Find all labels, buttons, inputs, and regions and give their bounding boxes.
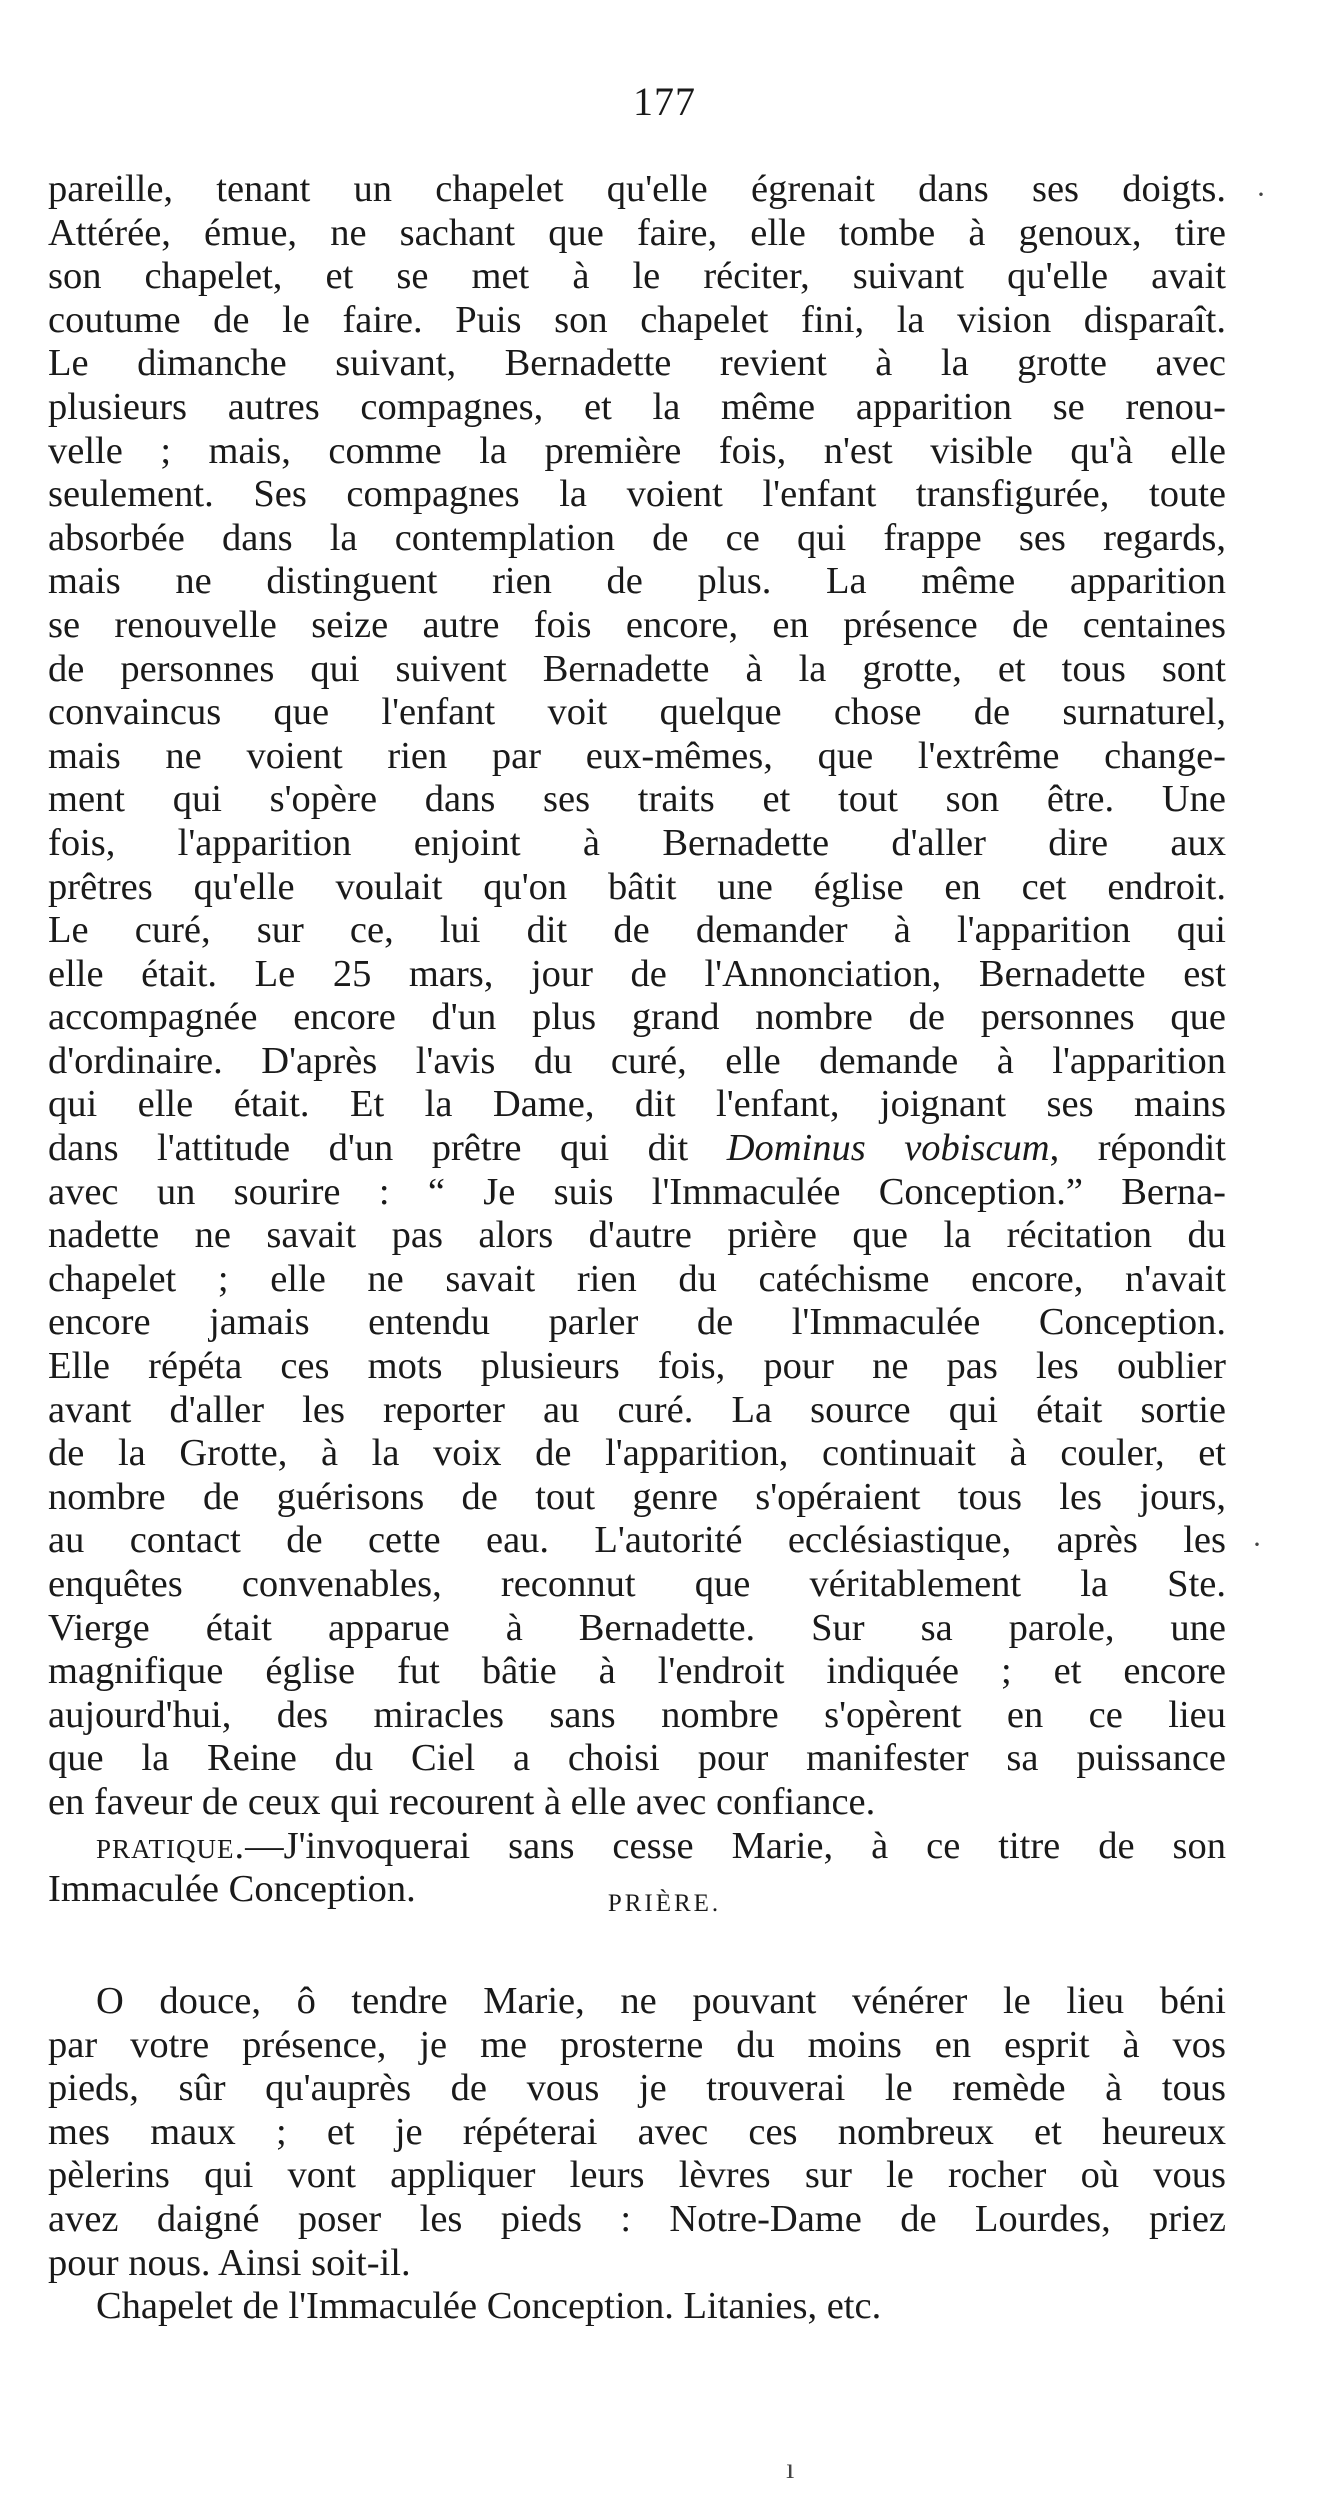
text-line: enquêtes convenables, reconnut que véritablement la Ste.: [48, 1563, 1226, 1605]
text-line: Vierge était apparue à Bernadette. Sur sa parole, une: [48, 1606, 1226, 1649]
prayer-text: [48, 1980, 1226, 2329]
text-line: son chapelet, et se met à le réciter, suivant qu'elle avait: [48, 255, 1226, 298]
text-line: convaincus que l'enfant voit quelque chose de surnaturel,: [48, 691, 1226, 734]
pratique-line: [48, 1825, 1226, 1869]
margin-speck: ·: [1256, 178, 1266, 211]
text-line: encore jamais entendu parler de l'Immaculée Conception.: [48, 1301, 1226, 1344]
text-line: nadette ne savait pas alors d'autre prière que la récitation du: [48, 1214, 1226, 1257]
text-line: elle était. Le 25 mars, jour de l'Annonciation, Bernadette est: [48, 952, 1226, 995]
text-line: chapelet ; elle ne savait rien du catéchisme encore, n'avait: [48, 1257, 1226, 1300]
latin-phrase: Dominus vobiscum: [726, 1127, 1050, 1170]
text-line: pareille, tenant un chapelet qu'elle égrenait dans ses doigts.: [48, 168, 1226, 210]
text-line: que la Reine du Ciel a choisi pour manifester sa puissance: [48, 1737, 1226, 1780]
prayer-line: mes maux ; et je répéterai avec ces nombreux et heureux: [48, 2110, 1226, 2153]
prayer-line: avez daigné poser les pieds : Notre-Dame de Lourdes, priez: [48, 2197, 1226, 2240]
closing-line: Chapelet de l'Immaculée Conception. Litanies, etc.: [96, 2285, 882, 2328]
text-line: accompagnée encore d'un plus grand nombre de personnes que: [48, 996, 1226, 1039]
margin-speck: ı: [786, 2452, 795, 2485]
text-line: absorbée dans la contemplation de ce qui frappe ses regards,: [48, 516, 1226, 559]
text-line: aujourd'hui, des miracles sans nombre s'opèrent en ce lieu: [48, 1693, 1226, 1736]
priere-heading: PRIÈRE.: [607, 1890, 722, 1917]
text-line: qui elle était. Et la Dame, dit l'enfant, joignant ses mains: [48, 1083, 1226, 1126]
text-line: mais ne voient rien par eux-mêmes, que l'extrême change-: [48, 734, 1226, 777]
text-line: plusieurs autres compagnes, et la même apparition se renou-: [48, 385, 1226, 428]
text-line: se renouvelle seize autre fois encore, en présence de centaines: [48, 603, 1226, 646]
text-line: d'ordinaire. D'après l'avis du curé, elle demande à l'apparition: [48, 1039, 1226, 1082]
text-line: velle ; mais, comme la première fois, n'est visible qu'à elle: [48, 429, 1226, 472]
prayer-line: pieds, sûr qu'auprès de vous je trouverai le remède à tous: [48, 2067, 1226, 2110]
margin-speck: ·: [1252, 1528, 1262, 1561]
prayer-line: par votre présence, je me prosterne du moins en esprit à vos: [48, 2023, 1226, 2066]
prayer-line: pour nous. Ainsi soit-il.: [48, 2241, 411, 2284]
text-line: Elle répéta ces mots plusieurs fois, pour ne pas les oublier: [48, 1345, 1226, 1388]
text-line: de personnes qui suivent Bernadette à la grotte, et tous sont: [48, 647, 1226, 690]
text-line: magnifique église fut bâtie à l'endroit indiquée ; et encore: [48, 1650, 1226, 1693]
text-line: en faveur de ceux qui recourent à elle avec confiance.: [48, 1780, 876, 1823]
text-line: Attérée, émue, ne sachant que faire, elle tombe à genoux, tire: [48, 211, 1226, 254]
text-line: fois, l'apparition enjoint à Bernadette d'aller dire aux: [48, 821, 1226, 864]
text-line: avant d'aller les reporter au curé. La source qui était sortie: [48, 1388, 1226, 1431]
text-line: seulement. Ses compagnes la voient l'enfant transfigurée, toute: [48, 473, 1226, 516]
text-line: Le dimanche suivant, Bernadette revient à la grotte avec: [48, 342, 1226, 385]
pratique-label: pratique.: [96, 1824, 246, 1867]
text-fragment: , répondit: [1049, 1127, 1226, 1170]
text-line: Le curé, sur ce, lui dit de demander à l'apparition qui: [48, 909, 1226, 952]
text-line: coutume de le faire. Puis son chapelet fini, la vision disparaît.: [48, 298, 1226, 341]
text-line: prêtres qu'elle voulait qu'on bâtit une église en cet endroit.: [48, 865, 1226, 908]
text-line: avec un sourire : “ Je suis l'Immaculée Conception.” Berna-: [48, 1170, 1226, 1213]
prayer-line: pèlerins qui vont appliquer leurs lèvres sur le rocher où vous: [48, 2154, 1226, 2197]
pratique-line: Immaculée Conception.: [48, 1868, 416, 1911]
pratique-text: —J'invoquerai sans cesse Marie, à ce titre de son: [245, 1824, 1226, 1867]
text-line: de la Grotte, à la voix de l'apparition, continuait à couler, et: [48, 1432, 1226, 1475]
text-line: ment qui s'opère dans ses traits et tout son être. Une: [48, 778, 1226, 821]
text-line-with-latin: [48, 1127, 1226, 1171]
text-line: mais ne distinguent rien de plus. La même apparition: [48, 560, 1226, 603]
page-number: 177: [633, 79, 696, 124]
text-line: nombre de guérisons de tout genre s'opéraient tous les jours,: [48, 1475, 1226, 1518]
prayer-line: O douce, ô tendre Marie, ne pouvant vénérer le lieu béni: [96, 1980, 1226, 2022]
main-text: [48, 168, 1226, 1912]
text-fragment: dans l'attitude d'un prêtre qui dit: [48, 1127, 727, 1170]
text-line: au contact de cette eau. L'autorité ecclésiastique, après les: [48, 1519, 1226, 1562]
